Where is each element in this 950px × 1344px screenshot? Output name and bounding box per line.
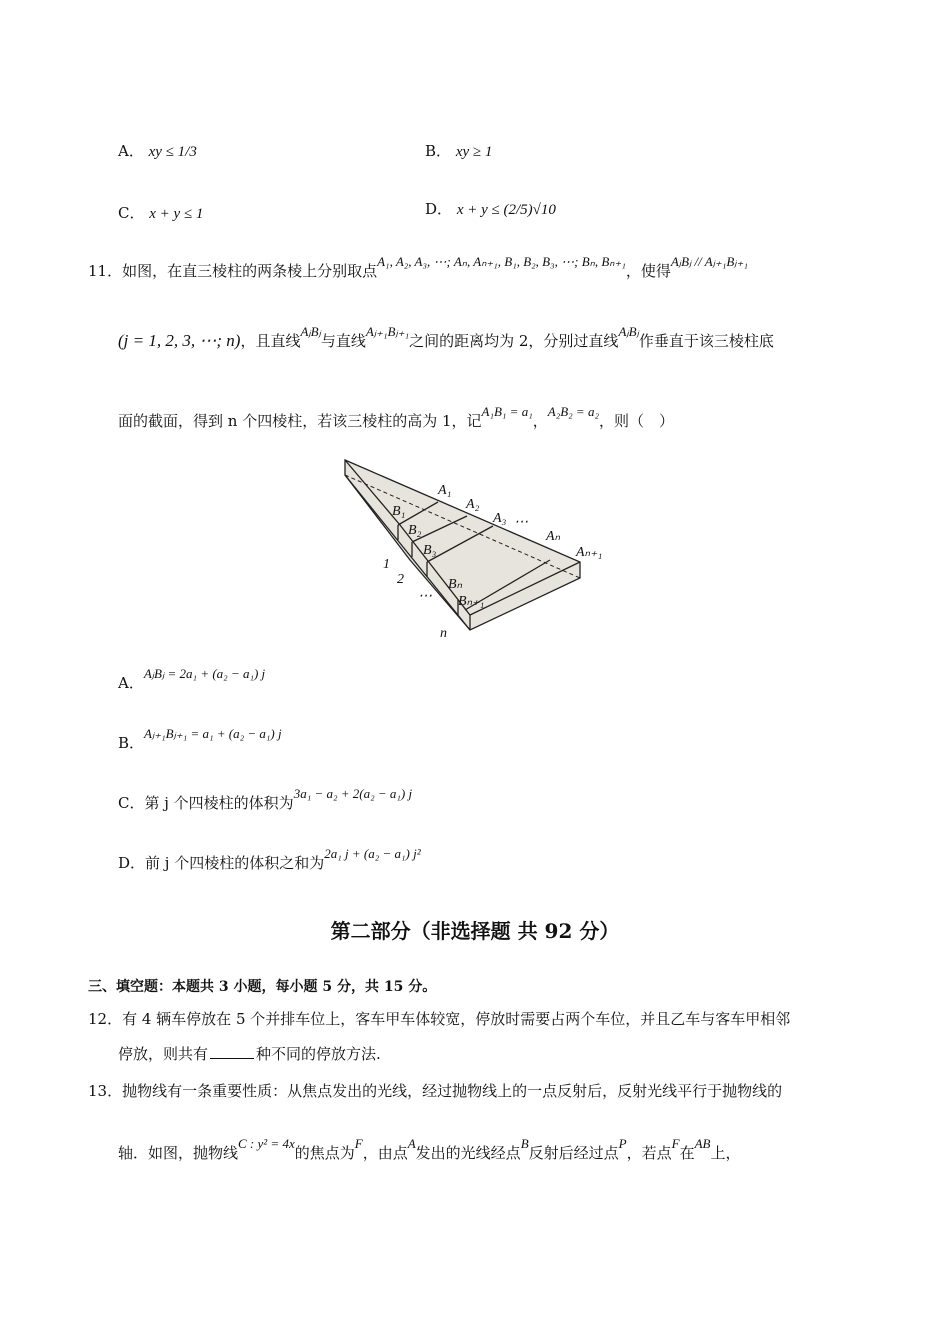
option-math: AⱼBⱼ = 2a₁ + (a₂ − a₁) j (143, 666, 266, 681)
math: C : y² = 4x (238, 1136, 295, 1151)
text: 如图，在直三棱柱的两条棱上分别取点 (122, 262, 378, 280)
text: ，由点 (362, 1144, 408, 1162)
part2-heading: 第二部分（非选择题 共 92 分） (330, 919, 620, 943)
text: 之间的距离均为 2，分别过直线 (409, 332, 619, 350)
section-3-heading: 三、填空题：本题共 3 小题，每小题 5 分，共 15 分。 (88, 979, 437, 995)
label-a2: A₂ (466, 497, 480, 512)
q13-line1 (88, 1080, 782, 1101)
text: 上， (710, 1144, 741, 1162)
option-label: A． (118, 674, 144, 692)
text: 在 (679, 1144, 695, 1162)
q11-line2 (118, 324, 774, 351)
q11-option-c (118, 786, 413, 813)
math: AⱼBⱼ (300, 324, 321, 339)
math: F (671, 1136, 680, 1151)
math: A₁, A₂, A₃, ⋯; Aₙ, Aₙ₊₁, B₁, B₂, B₃, ⋯; Bₙ, Bₙ₊₁ (377, 254, 626, 269)
label-bn: Bₙ (448, 577, 463, 592)
option-label: D． (118, 854, 146, 872)
text: ，使得 (625, 262, 671, 280)
label-an1: Aₙ₊₁ (576, 545, 603, 560)
label-dots: ⋯ (514, 515, 528, 530)
text: 有 4 辆车停放在 5 个并排车位上，客车甲车体较宽，停放时需要占两个车位，并且乙车与客车甲相邻 (122, 1010, 791, 1028)
question-number: 11． (88, 262, 123, 280)
option-math: x + y ≤ (2/5)√10 (456, 202, 556, 218)
option-text: 前 j 个四棱柱的体积之和为 (145, 854, 325, 872)
text: 作垂直于该三棱柱底 (638, 332, 774, 350)
label-n: n (440, 626, 447, 641)
label-1: 1 (383, 557, 390, 572)
q11-line3 (118, 404, 674, 431)
math: AB (694, 1136, 711, 1151)
math: A₂B₂ = a₂ (547, 404, 599, 419)
option-math: xy ≥ 1 (455, 144, 493, 160)
text: 停放，则共有 (118, 1045, 209, 1063)
q11-line1 (88, 254, 748, 281)
text: 反射后经过点 (528, 1144, 619, 1162)
option-label: A． (118, 142, 144, 160)
text: ， (532, 412, 548, 430)
text: 面的截面，得到 n 个四棱柱，若该三棱柱的高为 1，记 (118, 412, 482, 430)
math: A (407, 1136, 416, 1151)
math: AⱼBⱼ // Aⱼ₊₁Bⱼ₊₁ (670, 254, 748, 269)
math: F (354, 1136, 363, 1151)
math: A₁B₁ = a₁ (481, 404, 533, 419)
label-a3: A₃ (493, 511, 507, 526)
math: B (520, 1136, 529, 1151)
label-2: 2 (397, 572, 404, 587)
option-text: 第 j 个四棱柱的体积为 (144, 794, 294, 812)
option-math: Aⱼ₊₁Bⱼ₊₁ = a₁ + (a₂ − a₁) j (144, 726, 282, 741)
option-label: C． (118, 204, 145, 222)
label-dots: ⋯ (418, 589, 432, 604)
option-math: 2a₁ j + (a₂ − a₁) j² (324, 846, 421, 861)
option-label: B． (118, 734, 145, 752)
option-d (425, 198, 556, 219)
q12-line1 (88, 1008, 790, 1029)
text: 与直线 (320, 332, 366, 350)
prism-figure (330, 450, 620, 650)
question-number: 13． (88, 1082, 123, 1100)
text: 的焦点为 (294, 1144, 355, 1162)
text: ，若点 (626, 1144, 672, 1162)
question-number: 12． (88, 1010, 123, 1028)
option-math: 3a₁ − a₂ + 2(a₂ − a₁) j (293, 786, 413, 801)
option-label: C． (118, 794, 145, 812)
q11-option-d (118, 846, 421, 873)
math: P (618, 1136, 627, 1151)
math: AⱼBⱼ (618, 324, 639, 339)
q13-line2 (118, 1136, 741, 1163)
answer-blank (210, 1044, 254, 1059)
label-a1: A₁ (438, 483, 452, 498)
option-math: x + y ≤ 1 (149, 206, 204, 222)
option-a (118, 140, 197, 161)
option-c (118, 202, 203, 223)
text: 轴．如图，抛物线 (118, 1144, 239, 1162)
q12-line2 (118, 1043, 381, 1064)
option-label: B． (425, 142, 452, 160)
math: Aⱼ₊₁Bⱼ₊₁ (365, 324, 410, 339)
label-b2: B₂ (408, 523, 422, 538)
q11-option-a (118, 666, 266, 693)
text: 发出的光线经点 (415, 1144, 521, 1162)
text: 种不同的停放方法. (256, 1045, 381, 1063)
option-b (425, 140, 492, 161)
label-an: Aₙ (546, 529, 561, 544)
text: 抛物线有一条重要性质：从焦点发出的光线，经过抛物线上的一点反射后，反射光线平行于抛物线的 (122, 1082, 783, 1100)
text: ，则（ ） (598, 412, 674, 430)
text: ，且直线 (240, 332, 301, 350)
option-math: xy ≤ 1/3 (148, 144, 197, 160)
math: (j = 1, 2, 3, ⋯; n) (118, 331, 241, 350)
label-b1: B₁ (392, 504, 406, 519)
label-bn1: Bₙ₊₁ (458, 594, 485, 609)
q11-option-b (118, 726, 282, 753)
label-b3: B₃ (423, 543, 437, 558)
option-label: D． (425, 200, 453, 218)
